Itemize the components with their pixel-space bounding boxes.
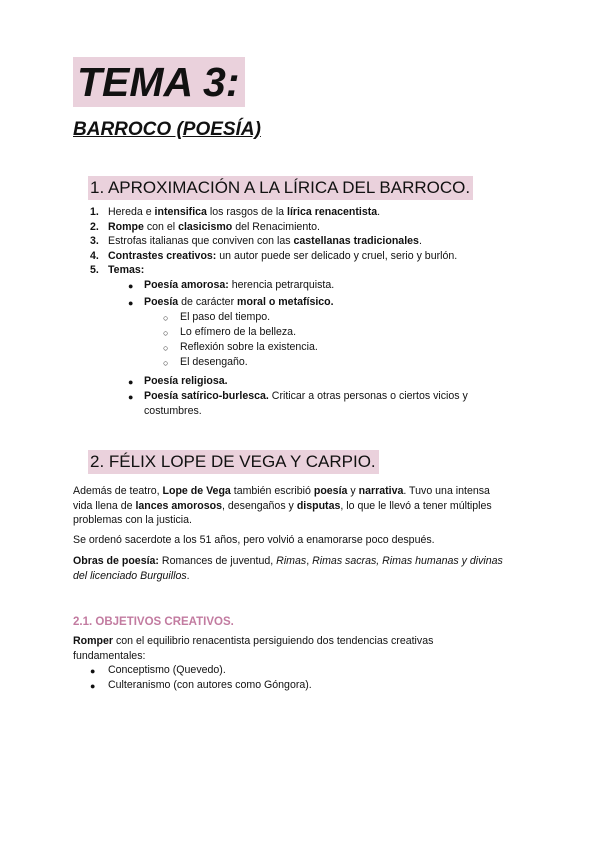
list-item bbox=[90, 263, 510, 278]
section-2-1-heading: 2.1. OBJETIVOS CREATIVOS. bbox=[73, 616, 234, 628]
page-title: TEMA 3: bbox=[73, 57, 245, 107]
paragraph-objectives: Romper con el equilibrio renacentista persiguiendo dos tendencias creativas fundamentales: bbox=[73, 635, 434, 662]
page-subtitle: BARROCO (POESÍA) bbox=[73, 119, 261, 140]
bullet-icon: ● bbox=[90, 666, 96, 676]
themes-list bbox=[128, 278, 528, 310]
list-text: Poesía amorosa: herencia petrarquista. bbox=[144, 279, 335, 291]
section-1-list bbox=[90, 205, 510, 278]
list-item bbox=[163, 340, 463, 355]
circle-bullet-icon: ○ bbox=[163, 358, 169, 368]
list-item bbox=[90, 220, 510, 235]
list-text: Temas: bbox=[108, 264, 145, 276]
bullet-icon: ● bbox=[128, 377, 134, 387]
list-text: Conceptismo (Quevedo). bbox=[108, 664, 226, 676]
list-item bbox=[90, 249, 510, 264]
list-item bbox=[128, 278, 528, 295]
circle-bullet-icon: ○ bbox=[163, 328, 169, 338]
list-text: Poesía satírico-burlesca. Criticar a otras personas o ciertos vicios y costumbres. bbox=[144, 390, 468, 417]
list-number: 1. bbox=[90, 206, 99, 218]
list-item bbox=[128, 374, 528, 389]
list-item bbox=[90, 663, 490, 678]
list-text: El paso del tiempo. bbox=[180, 311, 271, 323]
bullet-icon: ● bbox=[128, 392, 134, 402]
circle-bullet-icon: ○ bbox=[163, 343, 169, 353]
list-text: Lo efímero de la belleza. bbox=[180, 326, 297, 338]
bullet-icon: ● bbox=[128, 298, 134, 308]
list-item bbox=[128, 295, 528, 310]
list-text: Hereda e intensifica los rasgos de la lírica renacentista. bbox=[108, 206, 381, 218]
circle-bullet-icon: ○ bbox=[163, 313, 169, 323]
list-item bbox=[90, 678, 490, 693]
list-text: El desengaño. bbox=[180, 356, 248, 368]
list-text: Poesía de carácter moral o metafísico. bbox=[144, 296, 334, 308]
list-text: Poesía religiosa. bbox=[144, 375, 228, 387]
bullet-icon: ● bbox=[90, 681, 96, 691]
paragraph-priest: Se ordenó sacerdote a los 51 años, pero volvió a enamorarse poco después. bbox=[73, 534, 435, 546]
list-text: Contrastes creativos: un autor puede ser delicado y cruel, serio y burlón. bbox=[108, 249, 458, 262]
list-number: 5. bbox=[90, 264, 99, 276]
paragraph-works: Obras de poesía: Romances de juventud, Rimas, Rimas sacras, Rimas humanas y divinas del licenciado Burguillos. bbox=[73, 555, 503, 582]
themes-sublist bbox=[163, 310, 463, 370]
themes-list-2 bbox=[128, 374, 528, 419]
list-text: Rompe con el clasicismo del Renacimiento. bbox=[108, 220, 320, 233]
list-text: Estrofas italianas que conviven con las castellanas tradicionales. bbox=[108, 235, 422, 247]
list-text: Culteranismo (con autores como Góngora). bbox=[108, 679, 312, 691]
list-number: 3. bbox=[90, 235, 99, 247]
list-number: 4. bbox=[90, 249, 99, 262]
section-1-heading: 1. APROXIMACIÓN A LA LÍRICA DEL BARROCO. bbox=[88, 176, 473, 200]
list-item bbox=[90, 234, 510, 249]
objectives-list bbox=[90, 663, 490, 693]
section-2-heading: 2. FÉLIX LOPE DE VEGA Y CARPIO. bbox=[88, 450, 379, 474]
list-number: 2. bbox=[90, 220, 99, 233]
list-item bbox=[163, 325, 463, 340]
list-text: Reflexión sobre la existencia. bbox=[180, 341, 318, 353]
list-item bbox=[163, 355, 463, 370]
list-item bbox=[163, 310, 463, 325]
bullet-icon: ● bbox=[128, 281, 134, 291]
paragraph-biography: Además de teatro, Lope de Vega también escribió poesía y narrativa. Tuvo una intensa vida llena de lances amorosos, desengaños y disputas, lo que le llevó a tener múltiples problemas con la justicia. bbox=[73, 485, 492, 526]
list-item bbox=[90, 205, 510, 220]
list-item bbox=[128, 389, 528, 419]
